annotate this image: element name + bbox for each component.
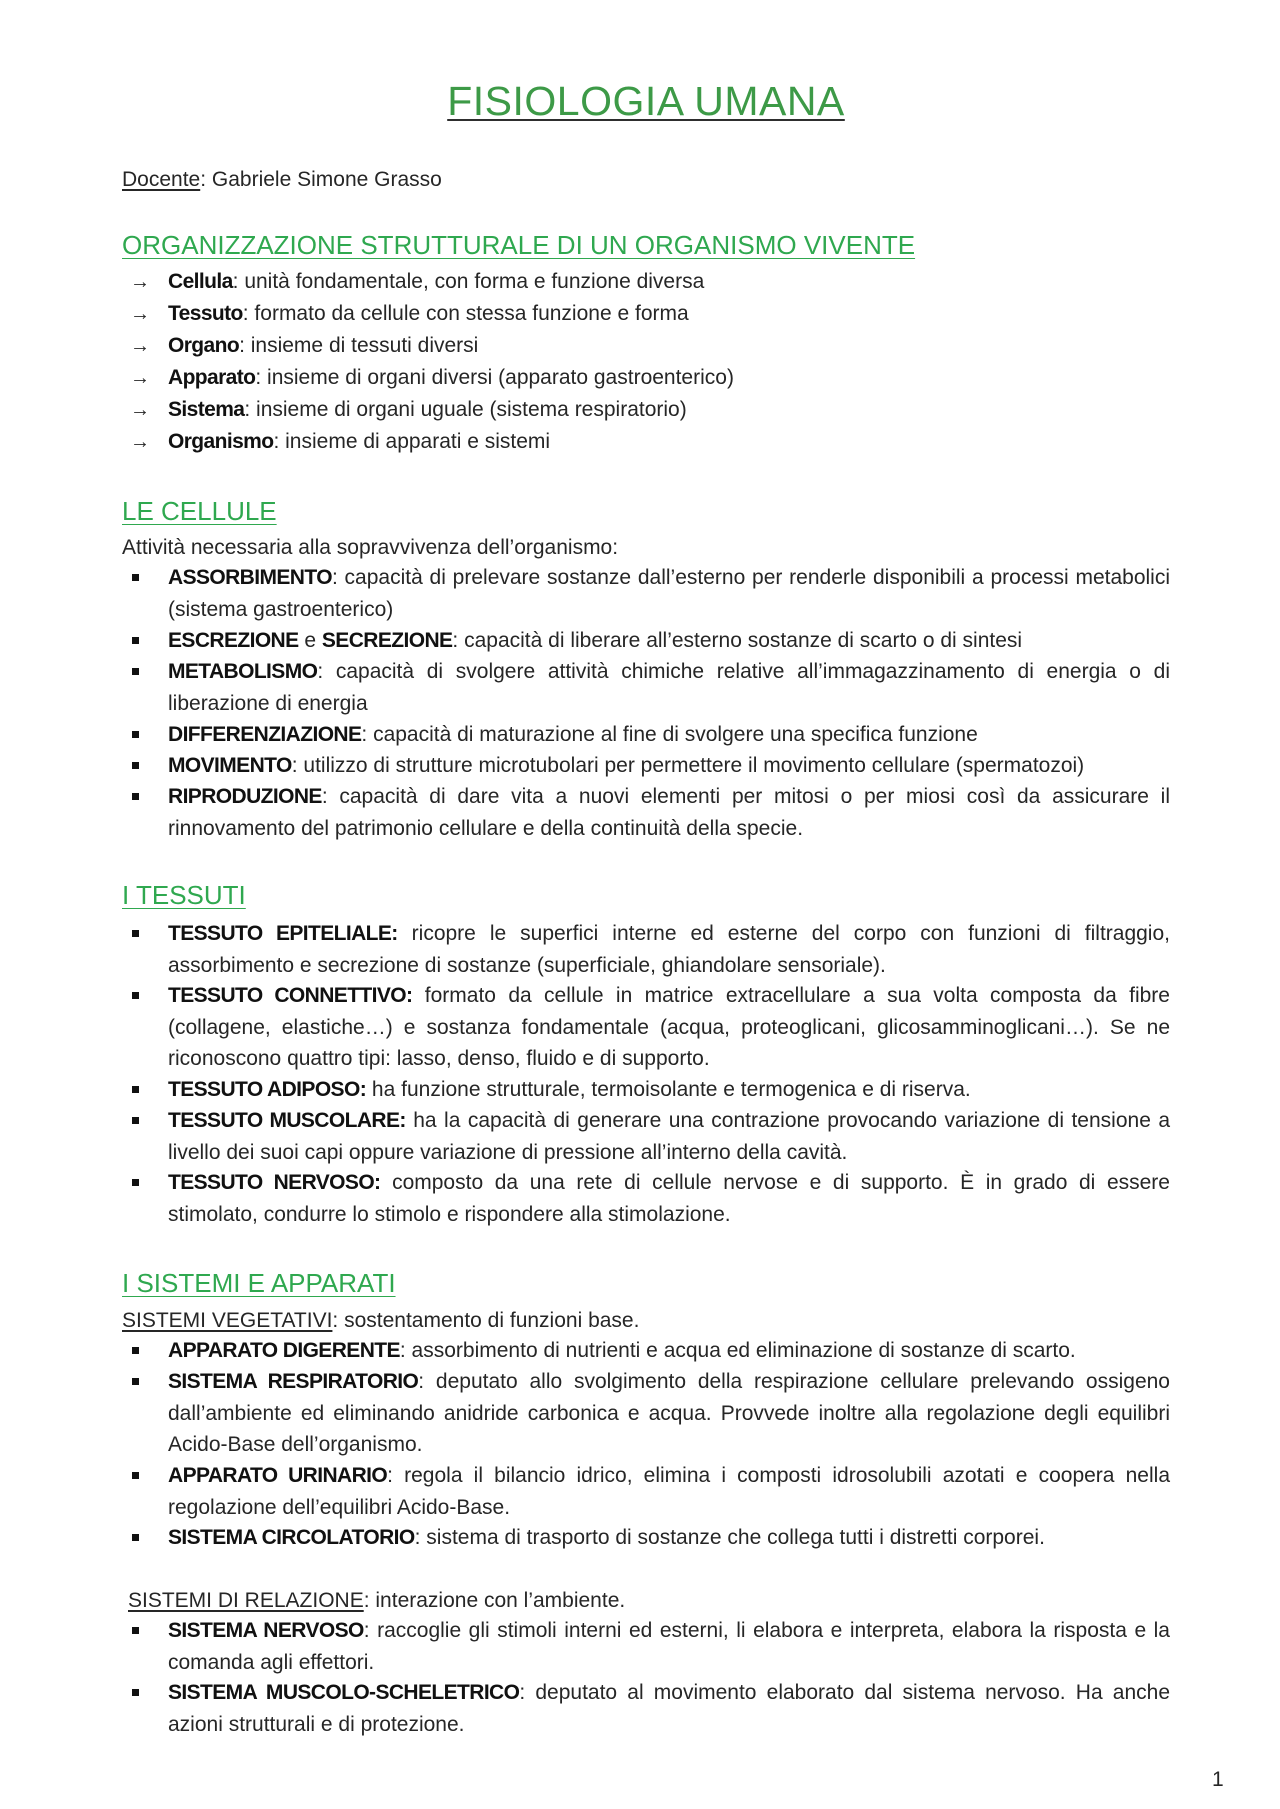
bullet-square-icon	[132, 731, 139, 738]
subsection-vegetativi: SISTEMI VEGETATIVI: sostentamento di funzioni base.	[122, 1309, 640, 1332]
bullet-square-icon	[132, 1117, 139, 1124]
list-item: SISTEMA NERVOSO: raccoglie gli stimoli interni ed esterni, li elabora e interpreta, elabora la risposta e la comanda agli effettori.	[122, 1615, 1170, 1678]
bullet-square-icon	[132, 930, 139, 937]
list-item: APPARATO URINARIO: regola il bilancio idrico, elimina i composti idrosolubili azotati e coopera nella regolazione dell’equilibri Acido-Base.	[122, 1460, 1170, 1523]
list-item: TESSUTO CONNETTIVO: formato da cellule in matrice extracellulare a sua volta composta da fibre (collagene, elastiche…) e sostanza fondamentale (acqua, proteoglicani, glicosamminoglicani…). Se ne riconoscono quattro tipi: lasso, denso, fluido e di supporto.	[122, 980, 1170, 1075]
arrow-icon: →	[130, 399, 150, 421]
list-item: → Organo: insieme di tessuti diversi	[130, 334, 479, 357]
bullet-square-icon	[132, 637, 139, 644]
list-item: METABOLISMO: capacità di svolgere attività chimiche relative all’immagazzinamento di energia o di liberazione di energia	[122, 656, 1170, 719]
section-heading-sistemi: I SISTEMI E APPARATI	[122, 1268, 396, 1298]
list-item: → Sistema: insieme di organi uguale (sistema respiratorio)	[130, 398, 687, 421]
page-number: 1	[1212, 1768, 1224, 1791]
list-item: ESCREZIONE e SECREZIONE: capacità di liberare all’esterno sostanze di scarto o di sintesi	[122, 625, 1170, 657]
list-item: SISTEMA MUSCOLO-SCHELETRICO: deputato al movimento elaborato dal sistema nervoso. Ha anche azioni strutturali e di protezione.	[122, 1677, 1170, 1740]
list-item: TESSUTO NERVOSO: composto da una rete di cellule nervose e di supporto. È in grado di essere stimolato, condurre lo stimolo e rispondere alla stimolazione.	[122, 1167, 1170, 1230]
page-title: FISIOLOGIA UMANA	[447, 78, 845, 124]
bullet-square-icon	[132, 1378, 139, 1385]
section-heading-tessuti: I TESSUTI	[122, 880, 246, 910]
bullet-square-icon	[132, 1179, 139, 1186]
list-item: TESSUTO MUSCOLARE: ha la capacità di generare una contrazione provocando variazione di tensione a livello dei suoi capi oppure variazione di pressione all’interno della cavità.	[122, 1105, 1170, 1168]
list-item: → Apparato: insieme di organi diversi (apparato gastroenterico)	[130, 366, 734, 389]
bullet-square-icon	[132, 1534, 139, 1541]
list-item: DIFFERENZIAZIONE: capacità di maturazione al fine di svolgere una specifica funzione	[122, 719, 1170, 751]
list-item: → Organismo: insieme di apparati e sistemi	[130, 430, 551, 453]
bullet-square-icon	[132, 992, 139, 999]
docente-label: Docente	[122, 168, 201, 191]
section-heading-organizzazione: ORGANIZZAZIONE STRUTTURALE DI UN ORGANISMO VIVENTE	[122, 230, 916, 260]
arrow-icon: →	[130, 431, 150, 453]
section-intro: Attività necessaria alla sopravvivenza dell’organismo:	[122, 536, 619, 559]
list-item: MOVIMENTO: utilizzo di strutture microtubolari per permettere il movimento cellulare (spermatozoi)	[122, 750, 1170, 782]
bullet-square-icon	[132, 793, 139, 800]
bullet-square-icon	[132, 1086, 139, 1093]
list-item: RIPRODUZIONE: capacità di dare vita a nuovi elementi per mitosi o per miosi così da assicurare il rinnovamento del patrimonio cellulare e della continuità della specie.	[122, 781, 1170, 844]
list-item: SISTEMA CIRCOLATORIO: sistema di trasporto di sostanze che collega tutti i distretti corporei.	[122, 1522, 1170, 1554]
section-heading-cellule: LE CELLULE	[122, 496, 277, 526]
list-item: TESSUTO EPITELIALE: ricopre le superfici interne ed esterne del corpo con funzioni di filtraggio, assorbimento e secrezione di sostanze (superficiale, ghiandolare sensoriale).	[122, 918, 1170, 981]
arrow-icon: →	[130, 271, 150, 293]
arrow-icon: →	[130, 335, 150, 357]
list-item: APPARATO DIGERENTE: assorbimento di nutrienti e acqua ed eliminazione di sostanze di scarto.	[122, 1335, 1170, 1367]
docente-line	[122, 168, 442, 192]
arrow-icon: →	[130, 303, 150, 325]
bullet-square-icon	[132, 762, 139, 769]
bullet-square-icon	[132, 1689, 139, 1696]
bullet-square-icon	[132, 668, 139, 675]
list-item: → Tessuto: formato da cellule con stessa funzione e forma	[130, 302, 689, 325]
docente-value: : Gabriele Simone Grasso	[200, 168, 442, 191]
list-item: TESSUTO ADIPOSO: ha funzione strutturale, termoisolante e termogenica e di riserva.	[122, 1074, 1170, 1106]
list-item: ASSORBIMENTO: capacità di prelevare sostanze dall’esterno per renderle disponibili a processi metabolici (sistema gastroenterico)	[122, 562, 1170, 625]
list-item: SISTEMA RESPIRATORIO: deputato allo svolgimento della respirazione cellulare prelevando ossigeno dall’ambiente ed eliminando anidride carbonica e acqua. Provvede inoltre alla regolazione degli equilibri Acido-Base dell’organismo.	[122, 1366, 1170, 1461]
arrow-icon: →	[130, 367, 150, 389]
list-item: → Cellula: unità fondamentale, con forma e funzione diversa	[130, 270, 705, 293]
subsection-relazione: SISTEMI DI RELAZIONE: interazione con l’ambiente.	[128, 1589, 626, 1612]
bullet-square-icon	[132, 1347, 139, 1354]
bullet-square-icon	[132, 574, 139, 581]
bullet-square-icon	[132, 1627, 139, 1634]
bullet-square-icon	[132, 1472, 139, 1479]
